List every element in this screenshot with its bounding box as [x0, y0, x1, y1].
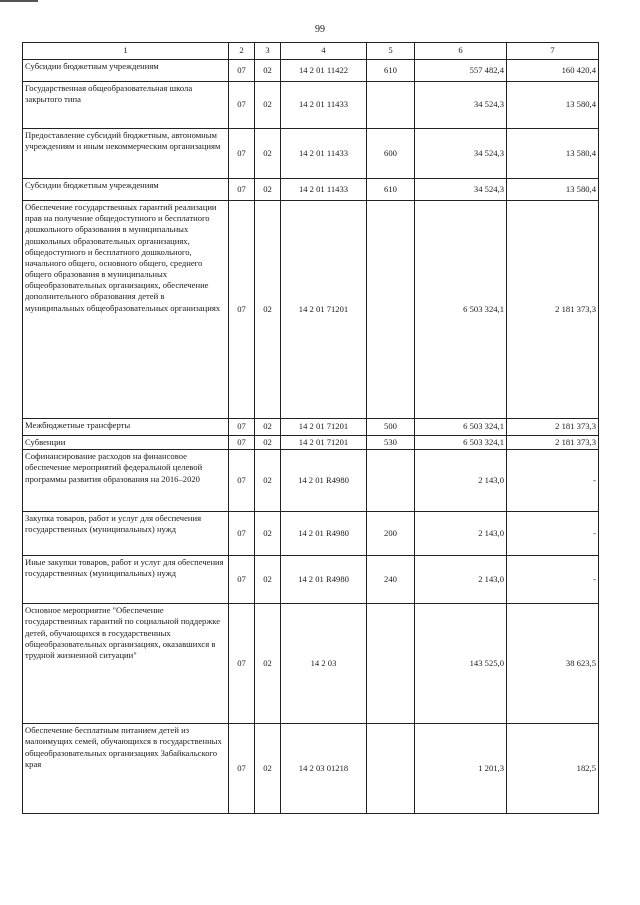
row-vr: 500 [367, 419, 415, 436]
row-pr: 02 [255, 604, 281, 724]
row-rz: 07 [229, 60, 255, 82]
row-sum1: 143 525,0 [415, 604, 507, 724]
row-vr: 610 [367, 179, 415, 201]
row-vr: 200 [367, 512, 415, 556]
row-csr: 14 2 01 11422 [281, 60, 367, 82]
row-vr [367, 450, 415, 512]
row-sum1: 34 524,3 [415, 129, 507, 179]
row-rz: 07 [229, 201, 255, 419]
header-cell-sum2: 7 [507, 43, 599, 60]
row-csr: 14 2 01 R4980 [281, 450, 367, 512]
row-csr: 14 2 01 11433 [281, 129, 367, 179]
row-sum2: - [507, 556, 599, 604]
header-cell-name: 1 [23, 43, 229, 60]
row-csr: 14 2 01 71201 [281, 436, 367, 450]
row-sum1: 6 503 324,1 [415, 436, 507, 450]
row-sum2: 2 181 373,3 [507, 201, 599, 419]
row-vr: 240 [367, 556, 415, 604]
table-row [23, 419, 599, 436]
row-rz: 07 [229, 724, 255, 814]
row-name: Софинансирование расходов на финансовое обеспечение мероприятий федеральной целевой программы развития образования на 2016–2020 [23, 450, 229, 512]
row-pr: 02 [255, 82, 281, 129]
row-sum2: 182,5 [507, 724, 599, 814]
row-name: Обеспечение бесплатным питанием детей из малоимущих семей, обучающихся в государственных общеобразовательных организациях Забайкальского края [23, 724, 229, 814]
table-row [23, 450, 599, 512]
row-name: Государственная общеобразовательная школа закрытого типа [23, 82, 229, 129]
row-name: Межбюджетные трансферты [23, 419, 229, 436]
row-name: Субсидии бюджетным учреждениям [23, 179, 229, 201]
row-vr [367, 201, 415, 419]
row-csr: 14 2 03 01218 [281, 724, 367, 814]
header-cell-csr: 4 [281, 43, 367, 60]
row-pr: 02 [255, 436, 281, 450]
row-pr: 02 [255, 201, 281, 419]
row-rz: 07 [229, 82, 255, 129]
row-name: Обеспечение государственных гарантий реализации прав на получение общедоступного и бесплатного дошкольного образования в муниципальных дошкольных образовательных организациях, общедоступного и бесплатного дошкольного, начального общего, основного общего, среднего общего образования в муниципальных общеобразовательных организациях, обеспечение дополнительного образования детей в муниципальных общеобразовательных организациях [23, 201, 229, 419]
header-row [23, 43, 599, 60]
scan-edge-mark [0, 0, 38, 2]
table-row [23, 512, 599, 556]
row-sum1: 2 143,0 [415, 512, 507, 556]
row-csr: 14 2 01 R4980 [281, 512, 367, 556]
row-sum2: 160 420,4 [507, 60, 599, 82]
table-row [23, 60, 599, 82]
row-sum2: 38 623,5 [507, 604, 599, 724]
row-rz: 07 [229, 450, 255, 512]
table-row [23, 556, 599, 604]
header-cell-pr: 3 [255, 43, 281, 60]
row-sum1: 34 524,3 [415, 82, 507, 129]
row-rz: 07 [229, 419, 255, 436]
row-csr: 14 2 01 71201 [281, 201, 367, 419]
row-name: Предоставление субсидий бюджетным, автономным учреждениям и иным некоммерческим организациям [23, 129, 229, 179]
row-pr: 02 [255, 60, 281, 82]
row-sum1: 557 482,4 [415, 60, 507, 82]
row-pr: 02 [255, 419, 281, 436]
table-row [23, 201, 599, 419]
row-vr: 610 [367, 60, 415, 82]
row-vr [367, 724, 415, 814]
row-rz: 07 [229, 179, 255, 201]
row-sum2: 13 580,4 [507, 179, 599, 201]
page-number: 99 [315, 24, 325, 35]
row-sum1: 2 143,0 [415, 556, 507, 604]
header-cell-vr: 5 [367, 43, 415, 60]
row-sum2: 13 580,4 [507, 82, 599, 129]
row-pr: 02 [255, 179, 281, 201]
row-sum1: 2 143,0 [415, 450, 507, 512]
table-row [23, 129, 599, 179]
row-rz: 07 [229, 129, 255, 179]
row-vr: 600 [367, 129, 415, 179]
row-vr [367, 604, 415, 724]
table-row [23, 436, 599, 450]
row-sum1: 6 503 324,1 [415, 201, 507, 419]
row-csr: 14 2 01 11433 [281, 82, 367, 129]
row-name: Основное мероприятие "Обеспечение государственных гарантий по социальной поддержке детей, обучающихся в государственных общеобразовательных организациях, оказавшихся в трудной жизненной ситуации" [23, 604, 229, 724]
budget-table [22, 42, 599, 814]
row-csr: 14 2 01 11433 [281, 179, 367, 201]
table-row [23, 724, 599, 814]
row-vr: 530 [367, 436, 415, 450]
row-pr: 02 [255, 129, 281, 179]
row-rz: 07 [229, 604, 255, 724]
row-pr: 02 [255, 556, 281, 604]
header-cell-rz: 2 [229, 43, 255, 60]
row-sum1: 1 201,3 [415, 724, 507, 814]
row-csr: 14 2 01 R4980 [281, 556, 367, 604]
row-pr: 02 [255, 450, 281, 512]
row-sum1: 34 524,3 [415, 179, 507, 201]
row-sum1: 6 503 324,1 [415, 419, 507, 436]
table-row [23, 604, 599, 724]
header-cell-sum1: 6 [415, 43, 507, 60]
row-name: Закупка товаров, работ и услуг для обеспечения государственных (муниципальных) нужд [23, 512, 229, 556]
row-name: Субсидии бюджетным учреждениям [23, 60, 229, 82]
row-pr: 02 [255, 512, 281, 556]
row-csr: 14 2 03 [281, 604, 367, 724]
row-sum2: 13 580,4 [507, 129, 599, 179]
table-row [23, 179, 599, 201]
row-csr: 14 2 01 71201 [281, 419, 367, 436]
row-vr [367, 82, 415, 129]
row-rz: 07 [229, 556, 255, 604]
table-row [23, 82, 599, 129]
row-sum2: - [507, 450, 599, 512]
row-name: Иные закупки товаров, работ и услуг для обеспечения государственных (муниципальных) нужд [23, 556, 229, 604]
row-pr: 02 [255, 724, 281, 814]
row-rz: 07 [229, 512, 255, 556]
row-name: Субвенции [23, 436, 229, 450]
row-rz: 07 [229, 436, 255, 450]
row-sum2: 2 181 373,3 [507, 419, 599, 436]
row-sum2: 2 181 373,3 [507, 436, 599, 450]
row-sum2: - [507, 512, 599, 556]
